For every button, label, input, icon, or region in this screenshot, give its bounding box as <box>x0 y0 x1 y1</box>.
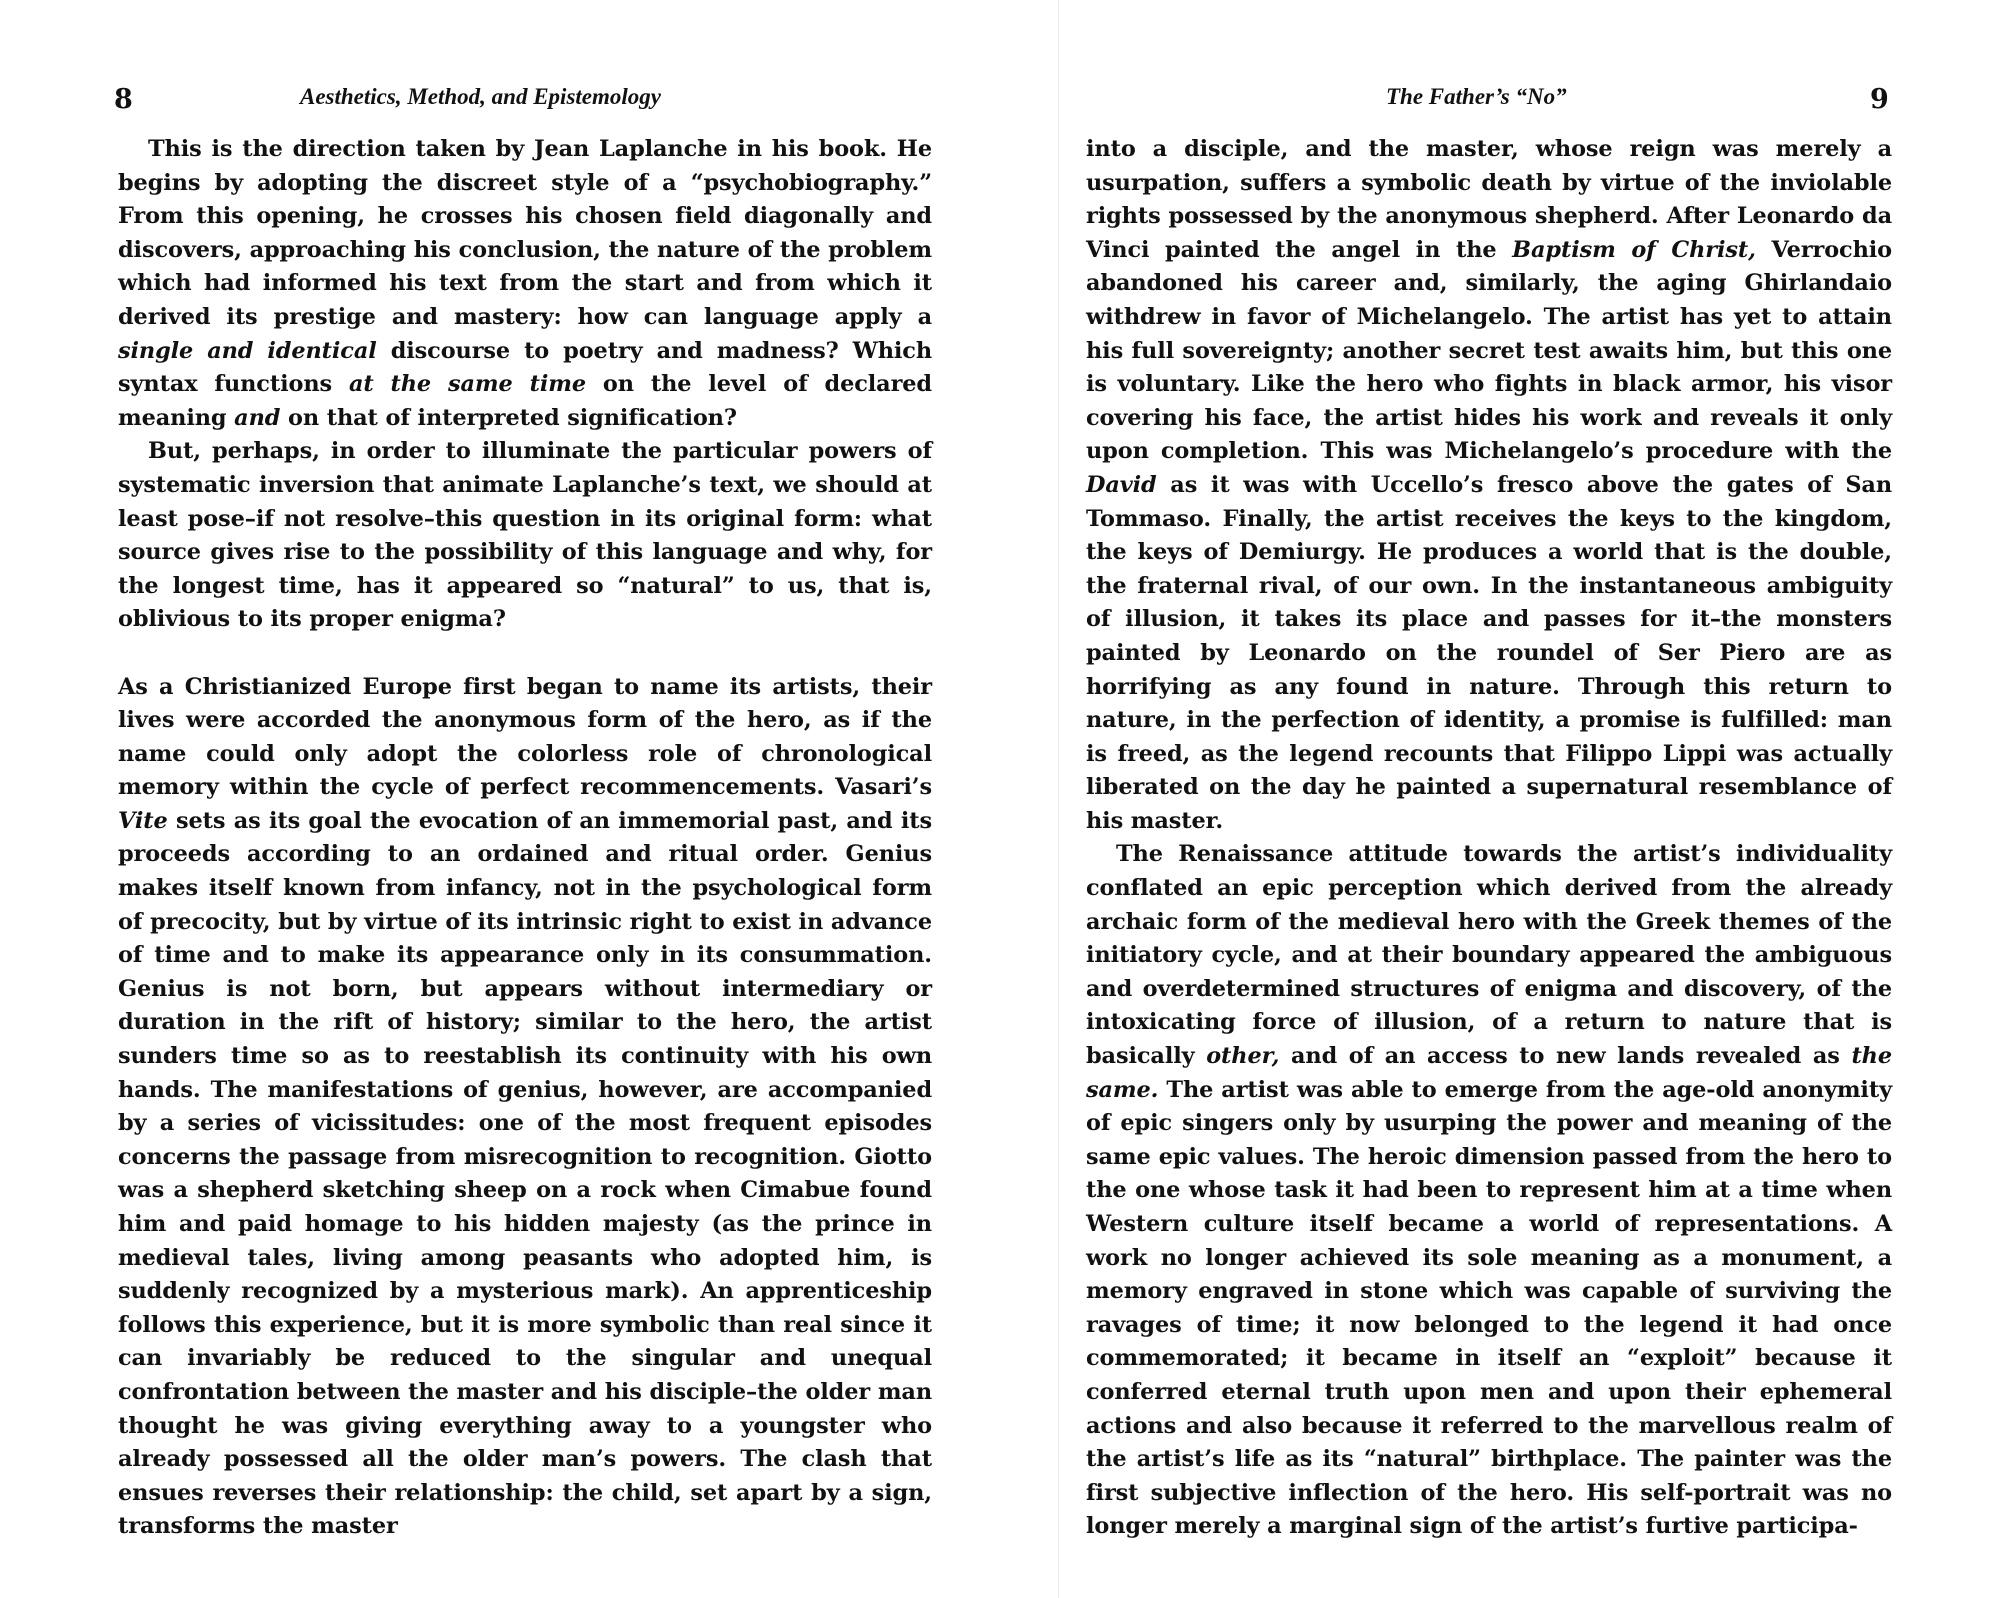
paragraph: As a Christianized Europe first began to name its artists, their lives were accorded the anonymous form of the hero, as if the name could only adopt the colorless role of chronological memory within the cycle of perfect recommencements. Vasari’s Vite sets as its goal the evocation of an immemorial past, and its proceeds according to an ordained and ritual order. Genius makes itself known from infancy, not in the psychological form of precocity, but by virtue of its intrinsic right to exist in advance of time and to make its appearance only in its consummation. Genius is not born, but appears without intermediary or duration in the rift of history; similar to the hero, the artist sunders time so as to reestablish its continuity with his own hands. The manifestations of genius, however, are accompanied by a series of vicissitudes: one of the most frequent episodes concerns the passage from misrecognition to recognition. Giotto was a shepherd sketching sheep on a rock when Cimabue found him and paid homage to his hidden majesty (as the prince in medieval tales, living among peasants who adopted him, is suddenly recognized by a mysterious mark). An apprenticeship follows this experience, but it is more symbolic than real since it can invariably be reduced to the singular and unequal confrontation between the master and his disciple–the older man thought he was giving everything away to a youngster who already possessed all the older man’s powers. The clash that ensues reverses their relationship: the child, set apart by a sign, transforms the master <box>118 673 932 1540</box>
paragraph: But, perhaps, in order to illuminate the particular powers of systematic inversion that animate Laplanche’s text, we should at least pose–if not resolve–this question in its original form: what source gives rise to the possibility of this language and why, for the longest time, has it appeared so “natural” to us, that is, oblivious to its proper enigma? <box>118 438 932 633</box>
running-head: Aesthetics, Method, and Epistemology <box>300 84 661 109</box>
running-head: The Father’s “No” <box>1386 84 1567 109</box>
paragraph: This is the direction taken by Jean Laplanche in his book. He begins by adopting the discreet style of a “psychobiography.” From this opening, he crosses his chosen field diagonally and discovers, approaching his conclusion, the nature of the problem which had informed his text from the start and from which it derived its prestige and mastery: how can language apply a single and identical discourse to poetry and madness? Which syntax functions at the same time on the level of declared meaning and on that of interpreted signification? <box>118 136 932 431</box>
right-page <box>1000 0 2000 1598</box>
paragraph: The Renaissance attitude towards the artist’s individuality conflated an epic perception which derived from the already archaic form of the medieval hero with the Greek themes of the initiatory cycle, and at their boundary appeared the ambiguous and overdetermined structures of enigma and discovery, of the intoxicating force of illusion, of a return to nature that is basically other, and of an access to new lands revealed as the same. The artist was able to emerge from the age-old anonymity of epic singers only by usurping the power and meaning of the same epic values. The heroic dimension passed from the hero to the one whose task it had been to represent him at a time when Western culture itself became a world of representations. A work no longer achieved its sole meaning as a monument, a memory engraved in stone which was capable of surviving the ravages of time; it now belonged to the legend it had once commemorated; it became in itself an “exploit” because it conferred eternal truth upon men and upon their ephemeral actions and also because it referred to the marvellous realm of the artist’s life as its “natural” birthplace. The painter was the first subjective inflection of the hero. His self-portrait was no longer merely a marginal sign of the artist’s furtive participa- <box>1086 841 1893 1540</box>
body-text <box>118 133 932 1544</box>
body-text <box>1086 133 1892 1544</box>
paragraph: into a disciple, and the master, whose reign was merely a usurpation, suffers a symbolic death by virtue of the inviolable rights possessed by the anonymous shepherd. After Leonardo da Vinci painted the angel in the Baptism of Christ, Verrochio abandoned his career and, similarly, the aging Ghirlandaio withdrew in favor of Michelangelo. The artist has yet to attain his full sovereignty; another secret test awaits him, but this one is voluntary. Like the hero who fights in black armor, his visor covering his face, the artist hides his work and reveals it only upon completion. This was Michelangelo’s procedure with the David as it was with Uccello’s fresco above the gates of San Tommaso. Finally, the artist receives the keys to the kingdom, the keys of Demiurgy. He produces a world that is the double, the fraternal rival, of our own. In the instantaneous ambiguity of illusion, it takes its place and passes for it–the monsters painted by Leonardo on the roundel of Ser Piero are as horrifying as any found in nature. Through this return to nature, in the perfection of identity, a promise is fulfilled: man is freed, as the legend recounts that Filippo Lippi was actually liberated on the day he painted a supernatural resemblance of his master. <box>1086 136 1892 834</box>
page-number: 8 <box>114 84 133 115</box>
page-number: 9 <box>1870 84 1889 115</box>
